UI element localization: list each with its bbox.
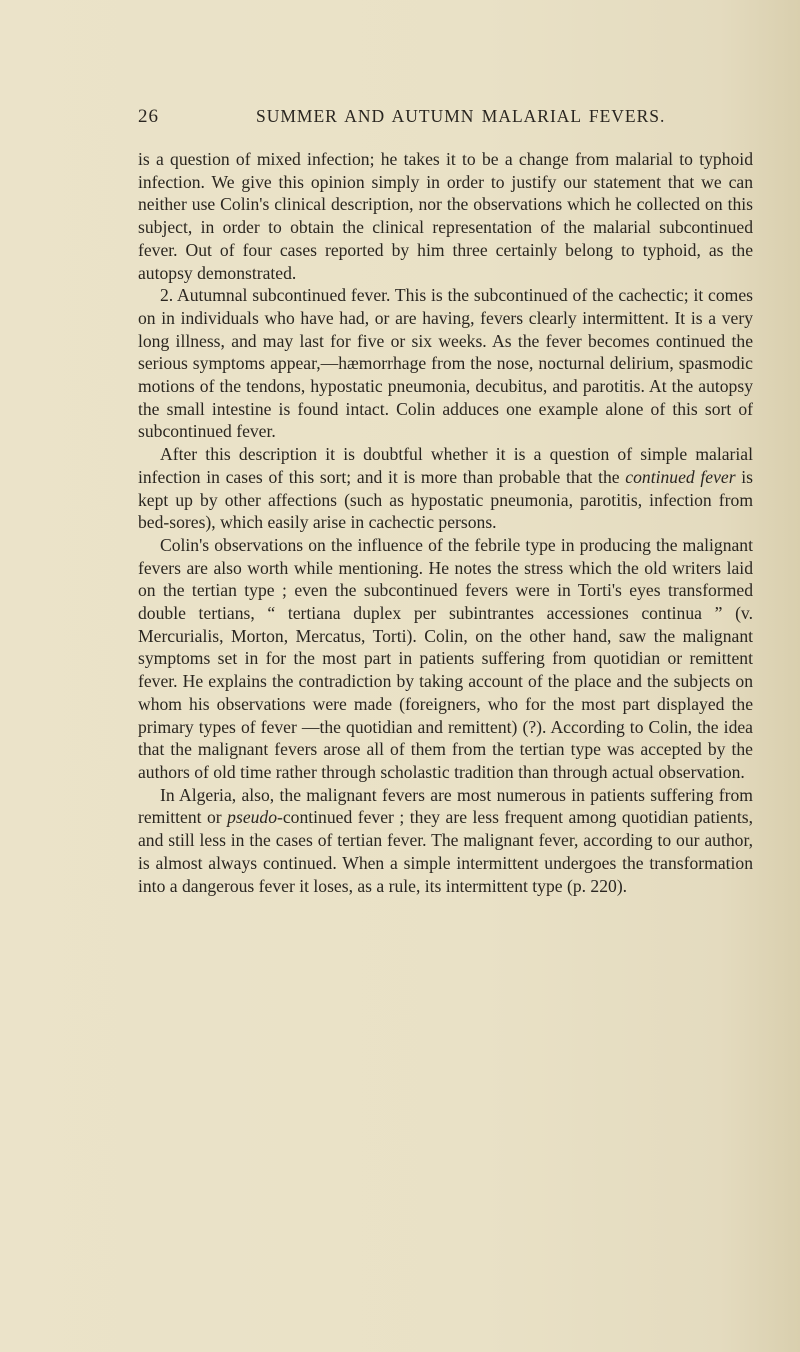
running-title: SUMMER AND AUTUMN MALARIAL FEVERS. [256,106,666,126]
paragraph-3-text-b: is kept up by other affections (such as hypostatic pneumonia, parotitis, infection from bed-sores), which easily arise in cachectic persons. [138,466,753,533]
paragraph-1: is a question of mixed infection; he takes it to be a change from malarial to typhoid infection. We give this opinion simply in order to justify our statement that we can neither use Colin's clinical description, nor the observations which he collected on this subject, in order to obtain the clinical representation of the malarial subcontinued fever. Out of four cases reported by him three certainly belong to typhoid, as the autopsy demonstrated. [138,149,753,283]
paragraph-3-italic: continued fever [625,466,736,487]
paragraph-5-italic: pseudo [227,807,278,828]
paragraph-3 [138,443,753,534]
paragraph-5-text-a: In Algeria, also, the malignant fevers are most numerous in patients suffering from remittent or [138,784,753,828]
paragraph-4: Colin's observations on the influence of the febrile type in producing the malignant fevers are also worth while mentioning. He notes the stress which the old writers laid on the tertian type ; even the subcontinued fevers were in Torti's eyes transformed double tertians, “ tertiana duplex per subintrantes accessiones continua ” (v. Mercurialis, Morton, Mercatus, Torti). Colin, on the other hand, saw the malignant symptoms set in for the most part in patients suffering from quotidian or remittent fever. He explains the contradiction by taking account of the place and the subjects on whom his observations were made (foreigners, who for the most part displayed the primary types of fever —the quotidian and remittent) (?). According to Colin, the idea that the malignant fevers arose all of them from the tertian type was accepted by the authors of old time rather through scholastic tradition than through actual observation. [138,534,753,782]
paragraph-3-text-a: After this description it is doubtful whether it is a question of simple malarial infection in cases of this sort; and it is more than probable that the [138,444,753,487]
page-number: 26 [138,106,159,127]
body-text [138,148,753,897]
paragraph-5 [138,784,753,898]
paragraph-2: 2. Autumnal subcontinued fever. This is the subcontinued of the cachectic; it comes on in individuals who have had, or are having, fevers clearly intermittent. It is a very long illness, and may last for five or six weeks. As the fever becomes continued the serious symptoms appear,—hæmorrhage from the nose, nocturnal delirium, spasmodic motions of the tendons, hypostatic pneumonia, decubitus, and parotitis. At the autopsy the small intestine is found intact. Colin adduces one example alone of this sort of subcontinued fever. [138,285,753,442]
paragraph-5-text-b: -continued fever ; they are less frequent among quotidian patients, and still less in the cases of tertian fever. The malignant fever, according to our author, is almost always continued. When a simple intermittent undergoes the transformation into a dangerous fever it loses, as a rule, its intermittent type (p. 220). [138,807,753,896]
running-header [138,106,758,134]
